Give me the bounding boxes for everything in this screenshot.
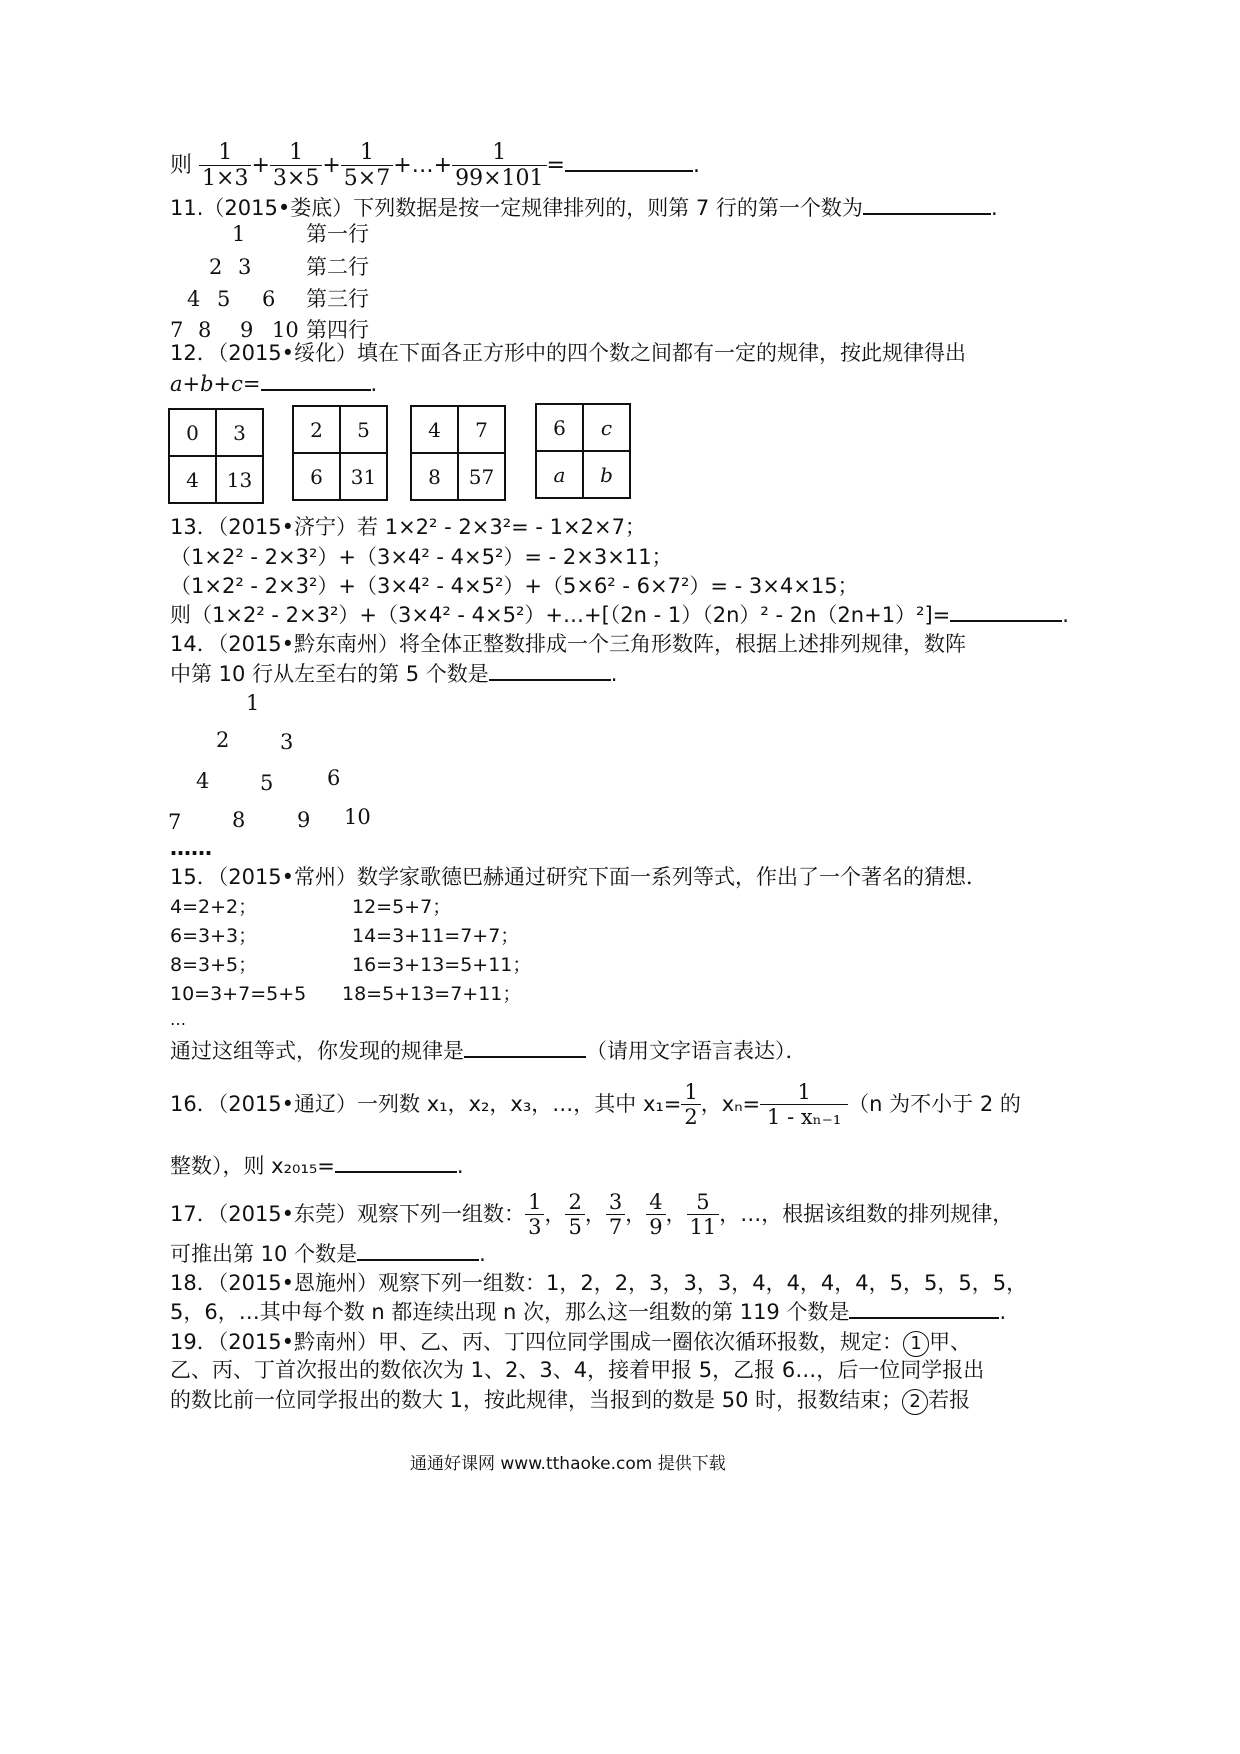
triangle-number: 8 [232,808,246,832]
q11-row-label: 第一行 [306,222,369,246]
intro-prefix: 则 [170,152,193,178]
q11-row-nums: 8 [198,318,212,342]
question-15: 15．（2015•常州）数学家歌德巴赫通过研究下面一系列等式，作出了一个著名的猜想． [170,865,988,889]
q14-line-2: 中第 10 行从左至右的第 5 个数是 . [170,662,618,686]
triangle-number: 1 [246,691,260,715]
q11-row-nums: 10 [272,318,299,342]
q15-ask: 通过这组等式，你发现的规律是 （请用文字语言表达）． [170,1039,807,1063]
q13-line-3: （1×2² - 2×3²）+（3×4² - 4×5²）+（5×6² - 6×7²）= - 3×4×15； [170,574,859,598]
question-11: 11.（2015•娄底）下列数据是按一定规律排列的，则第 7 行的第一个数为 . [170,196,998,220]
square-cell: c [583,404,630,451]
q11-row-nums: 5 [217,287,231,311]
square-cell: 13 [216,456,263,503]
triangle-number: 7 [168,810,182,834]
square-cell: 4 [169,456,216,503]
q19-line-2: 乙、丙、丁首次报出的数依次为 1、2、3、4，接着甲报 5，乙报 6…，后一位同学报出 [170,1358,985,1382]
q11-row-nums: 6 [262,287,276,311]
square-cell: 5 [340,406,387,453]
square-cell: 2 [293,406,340,453]
q14-ellipsis: …… [170,836,212,860]
square-cell: 7 [458,406,505,453]
fraction: $\frac{4}{9}$ [646,1190,665,1239]
q13-line-4: 则（1×2² - 2×3²）+（3×4² - 4×5²）+…+[（2n - 1）（2n）² - 2n（2n+1）²]= . [170,603,1069,627]
fraction: $\frac{1}{99\times 101}$ [452,140,546,192]
goldbach-right: 14=3+11=7+7； [352,925,520,947]
square-cell: 6 [536,404,583,451]
triangle-number: 9 [297,808,311,832]
fraction: $\frac{1}{1\times 3}$ [199,140,251,192]
q11-row-nums: 7 [170,318,184,342]
q11-row-nums: 3 [238,255,252,279]
q17-line-2: 可推出第 10 个数是 . [170,1242,486,1266]
q11-row-nums: 4 [187,287,201,311]
answer-blank [950,619,1062,622]
fraction: $\frac{5}{11}$ [687,1190,720,1239]
fraction: $\frac{1}{5\times 7}$ [341,140,393,192]
question-16: 16．（2015•通辽）一列数 x₁，x₂，x₃，…，其中 x₁= $\frac{1}{2}$ ，xₙ= $\frac{1}{\text{1 - xₙ₋₁}}$ （n 为不小于 2 的 [170,1080,1021,1130]
answer-blank [357,1258,479,1261]
goldbach-left: 10=3+7=5+5 [170,983,307,1005]
circled-number: 2 [902,1389,928,1415]
q12-square-1 [168,408,264,504]
goldbach-right: 12=5+7； [352,896,452,918]
square-cell: 0 [169,409,216,456]
question-13: 13．（2015•济宁）若 1×2² - 2×3²= - 1×2×7； [170,515,646,539]
answer-blank [849,1316,999,1319]
page-footer: 通通好课网 www.tthaoke.com 提供下载 [410,1454,726,1474]
triangle-number: 3 [280,730,294,754]
q12-expression: a+b+c= . [170,372,378,396]
answer-blank [261,388,371,391]
q11-row-label: 第三行 [306,287,369,311]
fraction: $\frac{1}{2}$ [681,1080,700,1129]
intro-sum: 则 $\frac{1}{1\times 3}$ + $\frac{1}{3\times 5}$ + $\frac{1}{5\times 7}$ +…+ $\frac{1}{99\times 101}$ = . [170,140,700,192]
triangle-number: 4 [196,769,210,793]
q12-square-2 [292,405,388,501]
goldbach-right: 16=3+13=5+11； [352,954,532,976]
triangle-number: 10 [344,805,371,829]
question-19: 19．（2015•黔南州）甲、乙、丙、丁四位同学围成一圈依次循环报数，规定： 1 甲、 [170,1331,971,1357]
square-cell: 57 [458,453,505,500]
goldbach-right: 18=5+13=7+11； [342,983,522,1005]
square-cell: a [536,451,583,498]
answer-blank [335,1170,457,1173]
q12-square-3 [410,405,506,501]
triangle-number: 5 [260,771,274,795]
q11-row-label: 第四行 [306,318,369,342]
q11-row-nums: 9 [240,318,254,342]
square-cell: 31 [340,453,387,500]
q15-dots: … [170,1010,186,1029]
goldbach-left: 4=2+2； [170,896,258,918]
q11-row-nums: 1 [232,222,246,246]
answer-blank [489,678,611,681]
q12-square-4 [535,403,631,499]
square-cell: 8 [411,453,458,500]
triangle-number: 2 [216,728,230,752]
q19-line-3: 的数比前一位同学报出的数大 1，按此规律，当报到的数是 50 时，报数结束； 2 若报 [170,1389,970,1415]
answer-blank [863,212,991,215]
square-cell: 4 [411,406,458,453]
goldbach-left: 8=3+5； [170,954,258,976]
fraction: $\frac{1}{\text{1 - xₙ₋₁}}$ [760,1080,848,1129]
fraction: $\frac{2}{5}$ [565,1190,584,1239]
fraction: $\frac{1}{3}$ [525,1190,544,1239]
question-14: 14．（2015•黔东南州）将全体正整数排成一个三角形数阵，根据上述排列规律，数阵 [170,632,967,656]
circled-number: 1 [903,1331,929,1357]
answer-blank [464,1055,586,1058]
fraction: $\frac{3}{7}$ [606,1190,625,1239]
q18-line-2: 5，6，…其中每个数 n 都连续出现 n 次，那么这一组数的第 119 个数是 . [170,1300,1007,1324]
square-cell: 3 [216,409,263,456]
answer-blank [565,169,693,172]
square-cell: 6 [293,453,340,500]
triangle-number: 6 [327,766,341,790]
question-12: 12．（2015•绥化）填在下面各正方形中的四个数之间都有一定的规律，按此规律得出 [170,341,967,365]
square-cell: b [583,451,630,498]
goldbach-left: 6=3+3； [170,925,258,947]
question-17: 17．（2015•东莞）观察下列一组数： $\frac{1}{3}$ ， $\frac{2}{5}$ ， $\frac{3}{7}$ ， $\frac{4}{9}$ ， $\frac{5}{11}$ ，…，根据该组数的排列规律， [170,1190,1014,1240]
question-18: 18．（2015•恩施州）观察下列一组数：1，2，2，3，3，3，4，4，4，4，5，5，5，5， [170,1271,1028,1295]
q11-row-label: 第二行 [306,255,369,279]
q11-row-nums: 2 [209,255,223,279]
q13-line-2: （1×2² - 2×3²）+（3×4² - 4×5²）= - 2×3×11； [170,545,673,569]
fraction: $\frac{1}{3\times 5}$ [270,140,322,192]
q16-line-2: 整数），则 x₂₀₁₅= . [170,1154,464,1178]
